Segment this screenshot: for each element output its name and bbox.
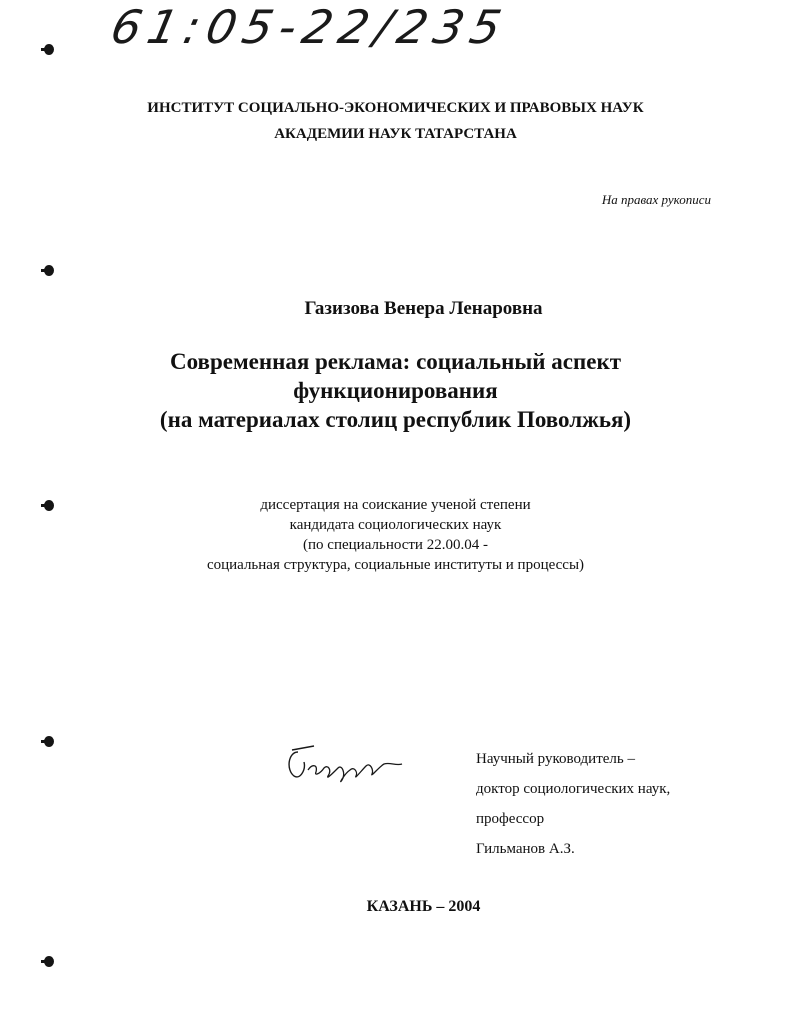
scientific-supervisor — [476, 744, 670, 864]
title-line-3: (на материалах столиц республик Поволжья) — [159, 407, 632, 432]
punch-hole-icon — [44, 265, 54, 276]
punch-hole-icon — [44, 956, 54, 967]
title-line-2: функционирования — [293, 378, 498, 403]
dissertation-title — [0, 347, 791, 434]
author-signature — [284, 740, 404, 790]
supervisor-line-2: доктор социологических наук, — [476, 781, 671, 797]
institution-line-1: ИНСТИТУТ СОЦИАЛЬНО-ЭКОНОМИЧЕСКИХ И ПРАВОВЫХ НАУК — [147, 100, 644, 116]
supervisor-line-3: профессор — [476, 811, 545, 827]
title-line-1: Современная реклама: социальный аспект — [169, 349, 621, 374]
institution-line-2: АКАДЕМИИ НАУК ТАТАРСТАНА — [274, 126, 517, 142]
supervisor-line-4: Гильманов А.З. — [476, 841, 575, 857]
supervisor-line-1: Научный руководитель – — [476, 751, 635, 767]
description-line-2: кандидата социологических наук — [289, 517, 502, 533]
author-name: Газизова Венера Ленаровна — [304, 298, 543, 319]
institution-heading — [0, 95, 791, 147]
city-year: КАЗАНЬ – 2004 — [366, 898, 481, 915]
punch-hole-icon — [44, 736, 54, 747]
archive-code-handwritten: 61:05-22/235 — [106, 0, 513, 54]
description-line-1: диссертация на соискание ученой степени — [260, 497, 531, 513]
description-line-3: (по специальности 22.00.04 - — [303, 537, 488, 553]
degree-description — [0, 495, 791, 575]
punch-hole-icon — [44, 44, 54, 55]
rights-note: На правах рукописи — [601, 192, 711, 207]
description-line-4: социальная структура, социальные институты и процессы) — [206, 557, 585, 573]
